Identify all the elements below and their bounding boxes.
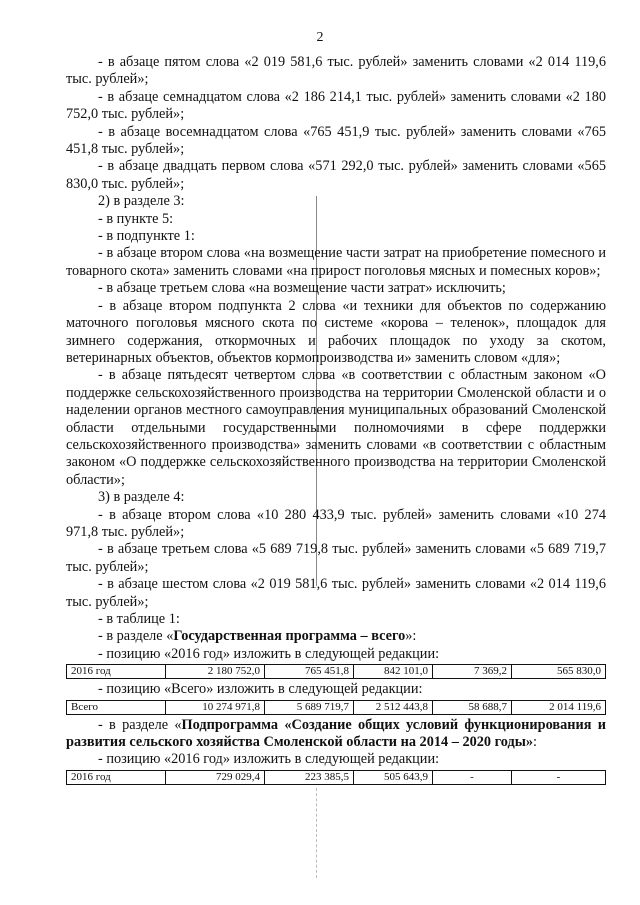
paragraph: - в абзаце восемнадцатом слова «765 451,9 тыс. рублей» заменить словами «765 451,8 тыс. рублей»;: [66, 123, 606, 158]
position-2016-label-2: - позицию «2016 год» изложить в следующей редакции:: [98, 751, 440, 768]
page-number: 2: [316, 30, 324, 45]
paragraph: - в абзаце втором слова «10 280 433,9 тыс. рублей» заменить словами «10 274 971,8 тыс. рублей»;: [66, 506, 606, 540]
section-heading-subprogram: - в разделе «Подпрограмма «Создание общих условий функционирования и развития сельского хозяйства Смоленской области на 2014 – 2020 годы»:: [66, 716, 606, 751]
table-cell: 2016 год: [67, 665, 166, 679]
paragraph: 3) в разделе 4:: [98, 489, 185, 506]
table-cell: 842 101,0: [354, 665, 433, 679]
table-cell: 565 830,0: [512, 665, 606, 679]
paragraph: - в абзаце втором подпункта 2 слова «и техники для объектов по содержанию маточного поголовья мясного скота по системе «корова – теленок», площадок для зимнего содержания, откормочных и рабочих площадок по уходу за скотом, ветеринарных объектов, объектов кормопроизводства и» заменить словом «для»;: [66, 297, 606, 366]
table-cell: 2016 год: [67, 770, 166, 784]
table-cell: 7 369,2: [433, 665, 512, 679]
paragraph: - в абзаце пятом слова «2 019 581,6 тыс. рублей» заменить словами «2 014 119,6 тыс. рублей»;: [66, 54, 606, 88]
table-cell: 2 180 752,0: [166, 665, 265, 679]
table-cell: 10 274 971,8: [166, 700, 265, 714]
paragraph: - в абзаце третьем слова «на возмещение части затрат» исключить;: [98, 280, 506, 297]
table-cell: 2 014 119,6: [512, 700, 606, 714]
paragraph: - в таблице 1:: [98, 611, 180, 627]
table-cell: 5 689 719,7: [265, 700, 354, 714]
table-cell: 223 385,5: [265, 770, 354, 784]
table-row-2016: [66, 664, 606, 679]
section-heading-program: - в разделе «Государственная программа – всего»:: [98, 628, 417, 645]
table-row-2016-subprogram: [66, 770, 606, 785]
table-cell: Всего: [67, 700, 166, 714]
paragraph: - в абзаце двадцать первом слова «571 292,0 тыс. рублей» заменить словами «565 830,0 тыс. рублей»;: [66, 158, 606, 192]
table-cell: 765 451,8: [265, 665, 354, 679]
scan-fold-line-lower: [316, 788, 317, 878]
paragraph: - в абзаце семнадцатом слова «2 186 214,1 тыс. рублей» заменить словами «2 180 752,0 тыс. рублей»;: [66, 88, 606, 123]
table-cell: 729 029,4: [166, 770, 265, 784]
paragraph: 2) в разделе 3:: [98, 193, 185, 210]
table-cell: 58 688,7: [433, 700, 512, 714]
position-2016-label: - позицию «2016 год» изложить в следующей редакции:: [98, 645, 440, 662]
table-cell: 2 512 443,8: [354, 700, 433, 714]
paragraph: - в подпункте 1:: [98, 228, 195, 245]
document-body: [66, 54, 606, 787]
position-total-label: - позицию «Всего» изложить в следующей редакции:: [98, 681, 423, 698]
paragraph: - в абзаце третьем слова «5 689 719,8 тыс. рублей» заменить словами «5 689 719,7 тыс. рублей»;: [66, 541, 606, 575]
table-row-total: [66, 700, 606, 715]
paragraph: - в пункте 5:: [98, 210, 174, 227]
paragraph: - в абзаце пятьдесят четвертом слова «в соответствии с областным законом «О поддержке сельскохозяйственного производства на территории Смоленской области и о наделении органов местного самоуправления муниципальных образований Смоленской области отдельными государственными полномочиями в сфере поддержки сельскохозяйственного производства» заменить словами «в соответствии с областным законом «О поддержке сельскохозяйственного производства на территории Смоленской области»;: [66, 367, 606, 488]
paragraph: - в абзаце втором слова «на возмещение части затрат на приобретение помесного и товарного скота» заменить словами «на прирост поголовья мясных и помесных коров»;: [66, 245, 606, 279]
table-cell: -: [512, 770, 606, 784]
table-cell: 505 643,9: [354, 770, 433, 784]
table-cell: -: [433, 770, 512, 784]
paragraph: - в абзаце шестом слова «2 019 581,6 тыс. рублей» заменить словами «2 014 119,6 тыс. рублей»;: [66, 576, 606, 610]
